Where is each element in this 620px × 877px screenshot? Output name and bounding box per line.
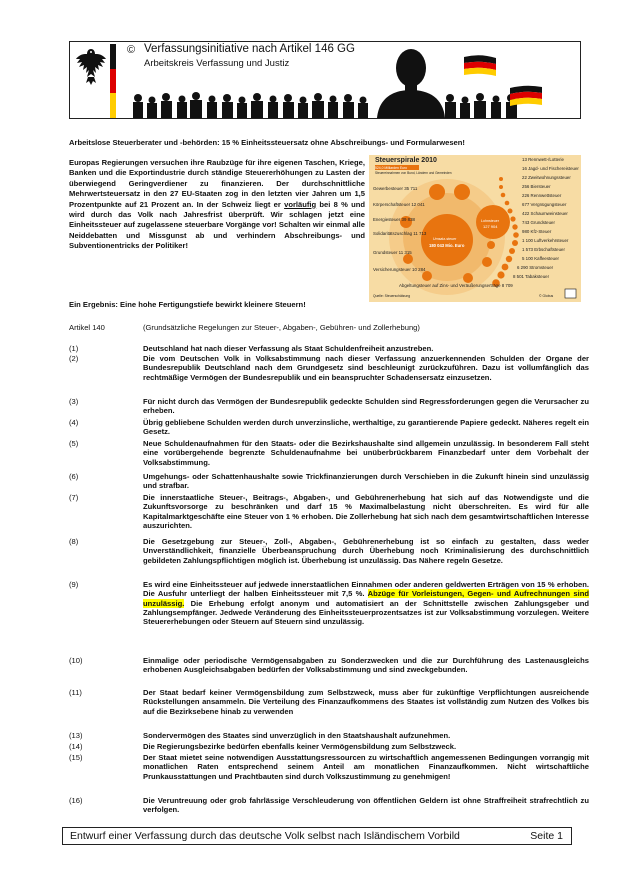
infographic-right-item: 13 Rennwett-/Lotterie <box>522 157 564 162</box>
article-title: (Grundsätzliche Regelungen zur Steuer-, Abgaben-, Gebühren- und Zollerhebung) <box>143 323 420 332</box>
infographic-center-label: Umsatz-steuer <box>433 237 457 241</box>
infographic-right-item: 5 100 Kaffeesteuer <box>522 256 560 261</box>
paragraph-number: (2) <box>69 354 79 363</box>
paragraph-number: (1) <box>69 344 79 353</box>
paragraph-text: Die vom Deutschen Volk in Volksabstimmung nach dieser Verfassung anzuerkennenden Schulden der Organe der Bundesrepublik Deutschland nach dem Grundgesetz sind beschleunigt zurückzuführen. Dazu ist vollumfänglich das rechtmäßige Vermögen der Bundesrepublik und ein beanspruchter Schadensersatz einzusetzen. <box>143 354 589 382</box>
paragraph-number: (6) <box>69 472 79 481</box>
infographic-center-value: 180 043 Mio. Euro <box>429 243 465 248</box>
infographic-left-item: Abgeltungsteuer auf Zins- und Veräußerungserträge 8 709 <box>399 283 513 288</box>
infographic-right-item: 422 Schaumweinsteuer <box>522 211 568 216</box>
infographic-right-item: 256 Biersteuer <box>522 184 551 189</box>
infographic-right-item: 16 Jagd- und Fischereisteuer <box>522 166 579 171</box>
infographic-right-item: 677 Vergnügungsteuer <box>522 202 567 207</box>
paragraph-number: (16) <box>69 796 83 805</box>
infographic-left-item: Energiesteuer 39 838 <box>373 217 415 222</box>
intro-text-part2: bei 8 % und wird durch das Volk nach Jahresfrist überprüft. Wir schlagen jetzt eine Einheitssteuer auf zugelassene steuerbare Vorgänge vor! Schalten wir einmal alle Neiddebatten und Missgunst ab und verhindern Abschreibungs- und Subventionentricks der Politiker! <box>69 199 365 251</box>
highlighted-text: Abzüge für Vorleistungen, Gegen- und Aufrechnungen sind unzulässig. <box>143 589 590 608</box>
infographic-right-item: 6 290 Stromsteuer <box>517 265 554 270</box>
infographic-source: Quelle: Steuerschätzung <box>373 294 411 298</box>
infographic-left-item: Grundsteuer 11 315 <box>373 250 412 255</box>
paragraph-text: Die innerstaatliche Steuer-, Beitrags-, Abgaben-, und Gebührenerhebung hat sich auf das Notwendigste und die Zukunftsvorsorge zu beschränken und darf 15 % Maximalbelastung nicht überschreiten. Es wird für alle Kapitalmarktgeschäfte eine Steuer von 1 % erhoben. Die Zollerhebung hat sich nach dem gesamtwirtschaftlichen Interesse auszurichten. <box>143 493 589 530</box>
infographic-right-item: 22 Zweitwohnungssteuer <box>522 175 571 180</box>
intro-text-part1: Europas Regierungen versuchen ihre Raubzüge für ihre eigenen Taschen, Kriege, Banken und die Exportindustrie durch ständige Steuererhöhungen zu Lasten der überwiegend Geringverdiener zu finanzieren. Der durchschnittliche Mehrwertsteuersatz in den 27 EU-Staaten zog in den letzten vier Jahren um 1,5 Prozentpunkte auf 21 Prozent an. In der Schweiz liegt er <box>69 158 365 209</box>
paragraph-text: Deutschland hat nach dieser Verfassung als Staat Schuldenfreiheit anzustreben. <box>143 344 434 353</box>
intro-paragraph <box>69 158 365 252</box>
paragraph-text: Die Veruntreuung oder grob fahrlässige Verschleuderung von öffentlichen Geldern ist ohne Straffreiheit strafrechtlich zu verfolgen. <box>143 796 589 815</box>
paragraph-number: (9) <box>69 580 79 589</box>
paragraph-text <box>143 580 589 626</box>
infographic-total: 524,0 Milliarden Euro <box>375 166 408 170</box>
headline: Arbeitslose Steuerberater und -behörden: 15 % Einheitssteuersatz ohne Abschreibungs- und Formularwesen! <box>69 138 465 147</box>
paragraph-text: Der Staat mietet seine notwendigen Ausstattungsressourcen zu wirtschaftlich angemessenen Bedingungen vorrangig mit monatlichen Raten entsprechend seinem Anteil am monatlichen Finanzaufkommen. Nicht wirtschaftliche Prunkausstattungen und Prachtbauten sind durch Volkszustimmung zu genehmigen! <box>143 753 589 781</box>
germany-flag-icon <box>462 54 498 78</box>
germany-flag-icon <box>508 84 544 108</box>
infographic-title: Steuerspirale 2010 <box>375 157 437 164</box>
infographic-credit: © Globus <box>539 294 554 298</box>
paragraph-text: Die Gesetzgebung zur Steuer-, Zoll-, Abgaben-, Gebührenerhebung ist so einfach zu gestalten, dass weder Unverständlichkeit, finanzielle Überbeanspruchung durch Überhebung noch Kriminalisierung des durchschnittlich gebildeten Zahlungspflichtigen möglich ist. Überhebung ist unzulässig. Das Nähere regeln Gesetze. <box>143 537 589 565</box>
paragraph-number: (4) <box>69 418 79 427</box>
crowd-silhouette-image <box>130 90 520 118</box>
infographic-subtitle: Steuereinnahmen von Bund, Ländern und Gemeinden <box>375 171 452 175</box>
intro-underlined-word: vorläufig <box>284 199 317 209</box>
paragraph-text: Umgehungs- oder Schattenhaushalte sowie Trickfinanzierungen durch Verschieben in die Zukunft hinein sind unzulässig und strafbar. <box>143 472 589 491</box>
paragraph-text: Sondervermögen des Staates sind unverzüglich in den Staatshaushalt aufzunehmen. <box>143 731 451 740</box>
paragraph-text-part: Die Erhebung erfolgt anonym und automatisiert an der Schnittstelle zwischen Zahlungsgeber und Zahlungsempfänger. Jedwede Veränderung des Einheitssteuerprozentsatzes ist zur Volksabstimmung vorzulegen. Weitere Steuererhebungen oder Steuern auf Steuern sind unzulässig. <box>143 598 589 627</box>
footer-text: Entwurf einer Verfassung durch das deutsche Volk selbst nach Isländischem Vorbild <box>70 830 460 842</box>
tax-spiral-infographic <box>369 155 581 302</box>
document-header <box>69 41 581 119</box>
infographic-right-item: 980 Kfz-Steuer <box>522 229 552 234</box>
copyright-symbol: © <box>127 44 136 56</box>
paragraph-number: (14) <box>69 742 83 751</box>
paragraph-number: (5) <box>69 439 79 448</box>
paragraph-number: (10) <box>69 656 83 665</box>
infographic-right-item: 226 Rennwettsteuer <box>522 193 562 198</box>
paragraph-number: (8) <box>69 537 79 546</box>
paragraph-number: (7) <box>69 493 79 502</box>
paragraph-text-part: Es wird eine Einheitssteuer auf jedwede innerstaatlichen Einnahmen oder anderen geldwerten Erträgen von 15 % erhoben. Die Ausfuhr unterliegt der halben Einheitssteuer mit 7,5 %. <box>143 580 589 599</box>
infographic-left-item: Solidaritätszuschlag 11 713 <box>373 231 427 236</box>
paragraph-number: (13) <box>69 731 83 740</box>
paragraph-text: Die Regierungsbezirke bedürfen ebenfalls keiner Vermögensbildung zum Selbstzweck. <box>143 742 457 751</box>
paragraph-number: (11) <box>69 688 82 697</box>
infographic-right-item: 1 573 Erbschaftsteuer <box>522 247 565 252</box>
paragraph-text: Der Staat bedarf keiner Vermögensbildung zum Selbstzweck, muss aber für zukünftige Verpflichtungen ausreichende Rückstellungen ansammeln. Die Verteilung des Finanzaufkommens des Staates ist vollständig zum Nutzen des Volkes bis auf die Bezirksebene hinab zu verwenden <box>143 688 589 716</box>
page-number: Seite 1 <box>530 830 563 842</box>
page-footer <box>62 827 572 845</box>
paragraph-number: (3) <box>69 397 79 406</box>
federal-eagle-icon <box>74 46 108 88</box>
paragraph-text: Neue Schuldenaufnahmen für den Staats- oder die Bezirkshaushalte sind allgemein unzulässig. In besonderem Fall steht eine vorübergehende begrenzte Schuldenaufnahme bei unüberbrückbarem Finanzbedarf unter dem Vorbehalt der Volksabstimmung. <box>143 439 589 467</box>
paragraph-text: Für nicht durch das Vermögen der Bundesrepublik gedeckte Schulden sind Regressforderungen gegen die Verursacher zu erheben. <box>143 397 589 416</box>
infographic-lohn-label: Lohnsteuer <box>481 219 499 223</box>
person-silhouette-image <box>375 44 447 118</box>
paragraph-text: Übrig gebliebene Schulden werden durch unverzinsliche, werthaltige, zu garantierende Papiere gedeckt. Näheres regelt ein Gesetz. <box>143 418 589 437</box>
paragraph-text: Einmalige oder periodische Vermögensabgaben zu Sonderzwecken und die zur Durchführung des Lastenausgleichs erhobenen Ausgleichsabgaben bedürfen der Volksabstimmung und sind zweckgebunden. <box>143 656 589 675</box>
header-title: Verfassungsinitiative nach Artikel 146 GG <box>144 43 355 55</box>
infographic-left-item: Versicherungsteuer 10 284 <box>373 267 426 272</box>
infographic-left-item: Gewerbesteuer 35 711 <box>373 186 418 191</box>
infographic-left-item: Körperschaftsteuer 12 041 <box>373 202 425 207</box>
paragraph-number: (15) <box>69 753 83 762</box>
article-number: Artikel 140 <box>69 323 105 332</box>
infographic-right-item: 8 501 Tabaksteuer <box>513 274 550 279</box>
infographic-right-item: 1 100 Luftverkehrsteuer <box>522 238 569 243</box>
infographic-lohn-value: 127 904 <box>483 224 498 229</box>
result-statement: Ein Ergebnis: Eine hohe Fertigungstiefe bewirkt kleinere Steuern! <box>69 300 306 309</box>
infographic-right-item: 743 Grundsteuer <box>522 220 555 225</box>
flag-stripe <box>110 44 116 118</box>
header-subtitle: Arbeitskreis Verfassung und Justiz <box>144 58 290 69</box>
